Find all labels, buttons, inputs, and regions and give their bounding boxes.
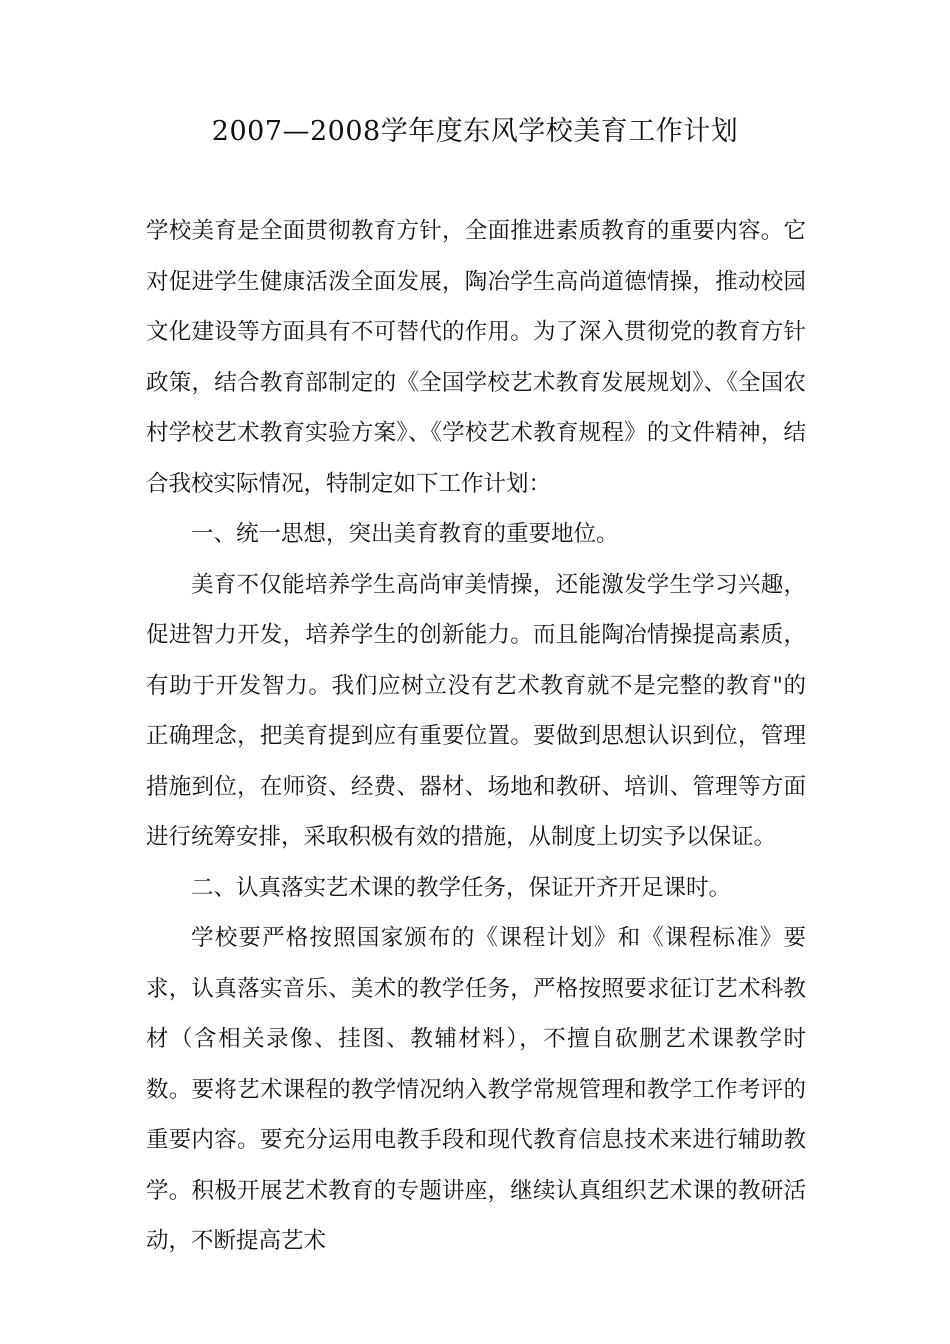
section-heading-2: 二、认真落实艺术课的教学任务，保证开齐开足课时。 — [191, 874, 732, 901]
section-1-paragraph: 美育不仅能培养学生高尚审美情操，还能激发学生学习兴趣，促进智力开发，培养学生的创新能力。而且能陶冶情操提高素质，有助于开发智力。我们应树立没有艺术教育就不是完整的教育"的正确理念，把美育提到应有重要位置。要做到思想认识到位，管理措施到位，在师资、经费、器材、场地和教研、培训、管理等方面进行统筹安排，采取积极有效的措施，从制度上切实予以保证。 — [146, 571, 806, 850]
section-2-paragraph: 学校要严格按照国家颁布的《课程计划》和《课程标准》要求，认真落实音乐、美术的教学任务，严格按照要求征订艺术科教材（含相关录像、挂图、教辅材料），不擅自砍删艺术课教学时数。要将艺术课程的教学情况纳入教学常规管理和教学工作考评的重要内容。要充分运用电教手段和现代教育信息技术来进行辅助教学。积极开展艺术教育的专题讲座，继续认真组织艺术课的教研活动，不断提高艺术 — [146, 925, 806, 1254]
section-heading-1: 一、统一思想，突出美育教育的重要地位。 — [191, 521, 619, 547]
document-title: 2007—2008学年度东风学校美育工作计划 — [211, 116, 739, 147]
intro-paragraph: 学校美育是全面贯彻教育方针，全面推进素质教育的重要内容。它对促进学生健康活泼全面发展，陶冶学生高尚道德情操，推动校园文化建设等方面具有不可替代的作用。为了深入贯彻党的教育方针政策，结合教育部制定的《全国学校艺术教育发展规划》、《全国农村学校艺术教育实验方案》、《学校艺术教育规程》的文件精神，结合我校实际情况，特制定如下工作计划： — [146, 218, 806, 497]
document-body — [146, 206, 806, 1267]
